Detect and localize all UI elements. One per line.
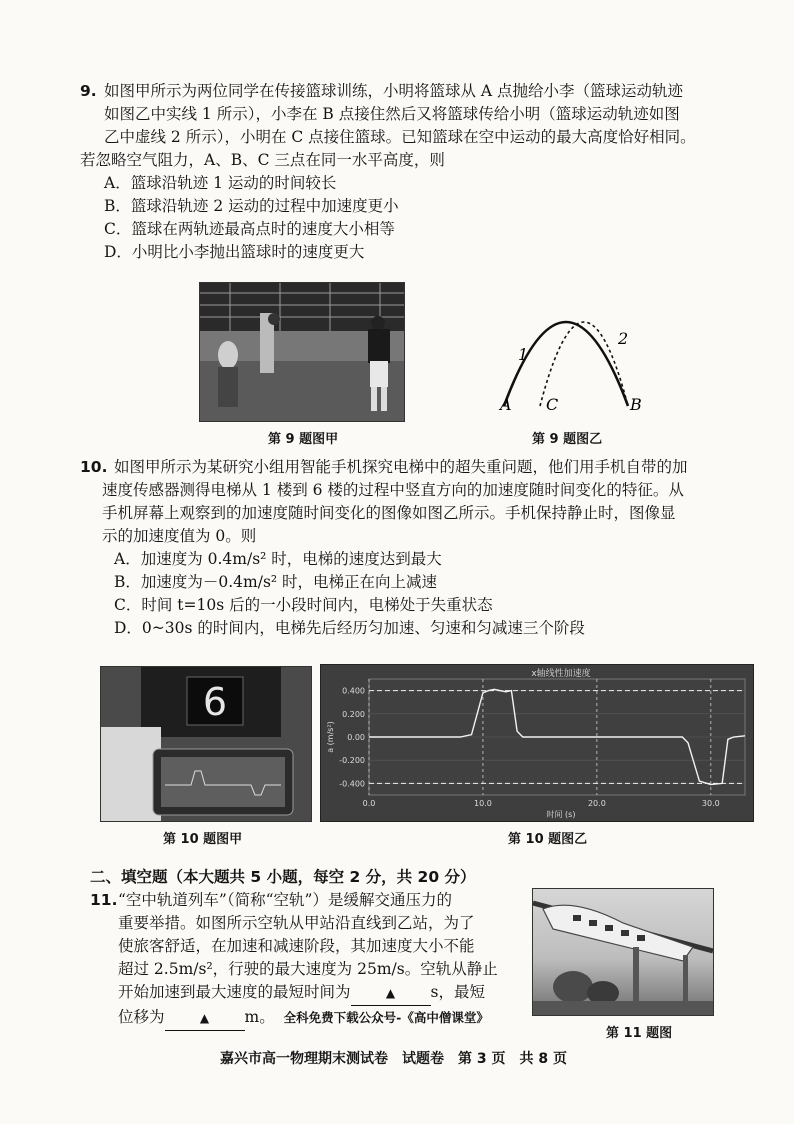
- q11-fig-caption: 第 11 题图: [606, 1026, 673, 1041]
- q11-line-5: [118, 981, 530, 1006]
- y-tick-label: 0.400: [342, 686, 365, 696]
- promo-text: 全科免费下载公众号-《高中僧课堂》: [283, 1010, 489, 1025]
- q11-block: [90, 889, 530, 1031]
- q11-line6-prefix: 位移为: [118, 1008, 165, 1026]
- q10-number: 10.: [80, 458, 108, 476]
- x-tick-label: 30.0: [701, 799, 720, 808]
- section2-heading: 二、填空题（本大题共 5 小题，每空 2 分，共 20 分）: [90, 868, 476, 886]
- label-curve-2: 2: [618, 329, 629, 348]
- q11-line5-suffix: s，最短: [430, 983, 485, 1001]
- q10-option-a: A．加速度为 0.4m/s² 时，电梯的速度达到最大: [114, 550, 442, 568]
- q9-stem-line: 乙中虚线 2 所示），小明在 C 点接住篮球。已知篮球在空中运动的最大高度恰好相同。: [104, 128, 696, 146]
- q10-option-b: B．加速度为－0.4m/s² 时，电梯正在向上减速: [114, 573, 438, 591]
- x-axis-label: 时间 (s): [546, 810, 576, 819]
- label-point-a: A: [500, 395, 512, 414]
- q10-stem-line: 速度传感器测得电梯从 1 楼到 6 楼的过程中竖直方向的加速度随时间变化的特征。从: [102, 481, 684, 499]
- q9-trajectory-diagram: [492, 278, 662, 418]
- q10-photo-elevator: [100, 666, 312, 822]
- q10-block: [80, 456, 770, 640]
- page-footer: 嘉兴市高一物理期末测试卷 试题卷 第 3 页 共 8 页: [220, 1051, 567, 1067]
- y-tick-label: -0.200: [339, 756, 365, 766]
- q11-line-6: [118, 1006, 530, 1031]
- q9-stem-line: 如图甲所示为两位同学在传接篮球训练，小明将篮球从 A 点抛给小李（篮球运动轨迹: [104, 82, 684, 100]
- elevator-floor-display: 6: [202, 680, 228, 724]
- y-tick-label: -0.400: [339, 779, 365, 789]
- q11-line5-prefix: 开始加速到最大速度的最短时间为: [118, 983, 351, 1001]
- q10-chart-panel: [320, 664, 754, 822]
- chart-title: x轴线性加速度: [531, 669, 591, 679]
- q10-fig-a-caption: 第 10 题图甲: [163, 832, 243, 847]
- q10-stem-line: 示的加速度值为 0。则: [102, 527, 257, 545]
- trajectory-2-dashed: [540, 322, 628, 406]
- monorail-scene: [533, 889, 713, 1015]
- x-tick-label: 10.0: [474, 799, 492, 808]
- elevator-scene: [101, 667, 311, 821]
- q11-line: 使旅客舒适，在加速和减速阶段，其加速度大小不能: [118, 937, 475, 955]
- x-tick-label: 0.0: [362, 799, 376, 808]
- label-point-b: B: [630, 395, 642, 414]
- x-tick-label: 20.0: [587, 799, 606, 808]
- q9-block: [80, 80, 760, 264]
- q11-line: “空中轨道列车”（简称“空轨”）是缓解交通压力的: [118, 891, 452, 909]
- q9-option-c: C．篮球在两轨迹最高点时的速度大小相等: [104, 220, 395, 238]
- label-curve-1: 1: [518, 345, 529, 364]
- blank-marker: ▲: [199, 1011, 210, 1025]
- q9-fig-b-caption: 第 9 题图乙: [532, 432, 603, 447]
- q9-photo-gym: [199, 282, 405, 422]
- trajectory-1-solid: [504, 322, 628, 406]
- q11-blank-2[interactable]: [165, 1006, 245, 1031]
- label-point-c: C: [546, 395, 559, 414]
- q11-blank-1[interactable]: [351, 981, 431, 1006]
- q10-fig-b-caption: 第 10 题图乙: [508, 832, 588, 847]
- blank-marker: ▲: [385, 986, 396, 1000]
- acceleration-chart: [321, 665, 753, 821]
- y-tick-label: 0.200: [342, 709, 365, 719]
- q11-line6-suffix: m。: [244, 1008, 275, 1026]
- q9-option-d: D．小明比小李抛出篮球时的速度更大: [104, 243, 365, 261]
- y-axis-label: a (m/s²): [326, 721, 335, 753]
- q10-option-c: C．时间 t=10s 后的一小段时间内，电梯处于失重状态: [114, 596, 493, 614]
- q11-line: 重要举措。如图所示空轨从甲站沿直线到乙站，为了: [118, 914, 475, 932]
- gym-scene: [200, 283, 404, 421]
- q11-line: 超过 2.5m/s²，行驶的最大速度为 25m/s。空轨从静止: [118, 960, 498, 978]
- q11-photo-monorail: [532, 888, 714, 1016]
- q10-stem-line: 手机屏幕上观察到的加速度随时间变化的图像如图乙所示。手机保持静止时，图像显: [102, 504, 676, 522]
- q10-stem-line: 如图甲所示为某研究小组用智能手机探究电梯中的超失重问题，他们用手机自带的加: [114, 458, 688, 476]
- q9-option-a: A．篮球沿轨迹 1 运动的时间较长: [104, 174, 337, 192]
- q11-number: 11.: [90, 891, 118, 909]
- q9-stem-line: 若忽略空气阻力，A、B、C 三点在同一水平高度，则: [80, 151, 445, 169]
- q9-fig-a-caption: 第 9 题图甲: [268, 432, 339, 447]
- q10-option-d: D．0~30s 的时间内，电梯先后经历匀加速、匀速和匀减速三个阶段: [114, 619, 585, 637]
- q9-number: 9.: [80, 82, 97, 100]
- y-tick-label: 0.00: [347, 733, 365, 742]
- q9-option-b: B．篮球沿轨迹 2 运动的过程中加速度更小: [104, 197, 399, 215]
- q9-stem-line: 如图乙中实线 1 所示），小李在 B 点接住然后又将篮球传给小明（篮球运动轨迹如图: [104, 105, 680, 123]
